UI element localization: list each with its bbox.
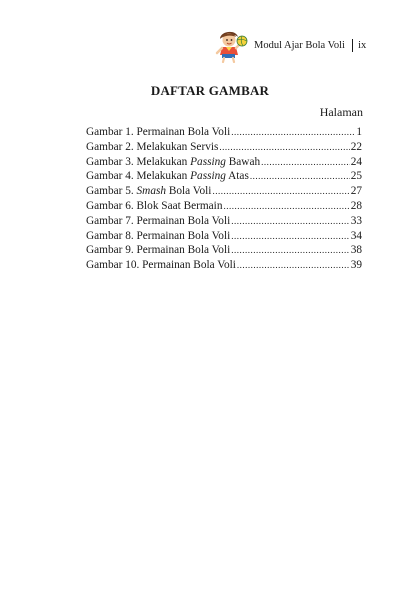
figure-caption-text: Gambar 9. Permainan Bola Voli: [86, 244, 231, 257]
figure-caption-text: Gambar 4. Melakukan: [86, 170, 191, 183]
figure-caption: [86, 169, 249, 184]
figure-caption-text: Gambar 2. Melakukan Servis: [86, 140, 219, 153]
figure-entry[interactable]: [86, 125, 362, 140]
figure-caption-text-end: Bawah: [225, 155, 261, 168]
dot-leader: [231, 229, 349, 244]
figure-caption: [86, 199, 222, 214]
figure-entry[interactable]: [86, 155, 362, 170]
dot-leader: [223, 199, 349, 214]
figure-caption-text: Gambar 1. Permainan Bola Voli: [86, 126, 231, 138]
page-column-label: Halaman: [319, 105, 363, 119]
figure-caption: [86, 258, 236, 273]
child-holding-volleyball-icon: [214, 27, 248, 63]
page-number: ix: [358, 39, 367, 51]
dot-leader: [231, 214, 349, 229]
figure-caption-text: Gambar 3. Melakukan: [86, 155, 191, 168]
figure-list: [86, 125, 362, 273]
figure-page-number: 33: [350, 214, 362, 227]
figure-caption: [86, 140, 218, 155]
figure-entry[interactable]: [86, 243, 362, 258]
module-title: Modul Ajar Bola Voli: [254, 39, 345, 51]
figure-caption-text: Gambar 6. Blok Saat Bermain: [86, 199, 223, 212]
figure-caption-text: Gambar 7. Permainan Bola Voli: [86, 214, 231, 227]
figure-page-number: 38: [350, 244, 362, 257]
figure-entry[interactable]: [86, 169, 362, 184]
dot-leader: [212, 184, 349, 199]
figure-caption-text-end: Atas: [225, 170, 249, 183]
figure-caption: [86, 214, 230, 229]
figure-entry[interactable]: [86, 214, 362, 229]
page-title: DAFTAR GAMBAR: [150, 83, 270, 98]
figure-caption: [86, 155, 260, 170]
figure-page-number: 39: [350, 259, 362, 272]
figure-caption-text: Gambar 8. Permainan Bola Voli: [86, 229, 231, 242]
figure-page-number: 28: [350, 199, 362, 212]
figure-page-number: 27: [350, 185, 362, 198]
figure-entry[interactable]: [86, 229, 362, 244]
dot-leader: [250, 169, 350, 184]
dot-leader: [231, 243, 349, 258]
figure-caption: [86, 125, 230, 140]
figure-caption-text: Gambar 5.: [86, 185, 137, 198]
figure-page-number: 1: [356, 126, 362, 138]
figure-caption-italic-term: Passing: [190, 170, 226, 183]
dot-leader: [219, 140, 349, 155]
figure-entry[interactable]: [86, 140, 362, 155]
figure-caption-italic-term: Smash: [136, 185, 167, 198]
figure-entry[interactable]: [86, 199, 362, 214]
running-header: [214, 27, 366, 63]
dot-leader: [237, 258, 350, 273]
figure-caption-italic-term: Passing: [190, 155, 226, 168]
figure-page-number: 22: [350, 140, 362, 153]
figure-page-number: 24: [350, 155, 362, 168]
dot-leader: [231, 125, 355, 140]
header-divider: [352, 39, 353, 52]
dot-leader: [261, 155, 350, 170]
figure-caption: [86, 243, 230, 258]
figure-page-number: 34: [350, 229, 362, 242]
figure-page-number: 25: [350, 170, 362, 183]
figure-entry[interactable]: [86, 258, 362, 273]
figure-caption: [86, 229, 230, 244]
figure-entry[interactable]: [86, 184, 362, 199]
figure-caption: [86, 184, 211, 199]
figure-caption-text-end: Bola Voli: [166, 185, 212, 198]
figure-caption-text: Gambar 10. Permainan Bola Voli: [86, 259, 236, 272]
